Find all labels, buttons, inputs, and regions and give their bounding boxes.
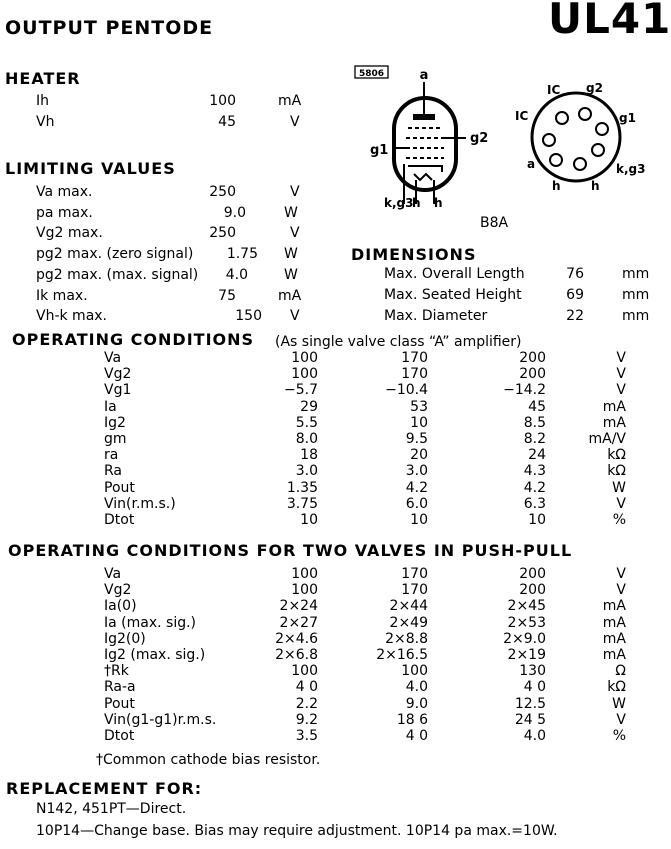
value-cell: 200 [519,366,546,383]
base-pin-label: g2 [586,81,603,95]
replacement-heading: REPLACEMENT FOR: [6,779,203,798]
param-label: Ig2 (max. sig.) [104,647,206,664]
value-cell: 2×19 [507,647,546,664]
unit-cell: mA [602,614,626,631]
dimensions-heading: DIMENSIONS [351,245,477,264]
limiting-label: Vh-k max. [36,308,108,324]
param-label: Ra-a [104,679,136,696]
unit-cell: V [616,495,626,512]
value-cell: 8.5 [523,414,546,431]
value-cell: 53 [410,398,428,415]
value-cell: 100 [291,350,318,367]
value-cell: 200 [519,566,546,583]
limiting-label: Ik max. [36,288,88,304]
limiting-value: 9.0 [223,205,246,221]
param-label: Dtot [104,727,135,744]
param-label: Vg2 [104,366,132,383]
heater-value: 45 [218,114,236,130]
dimension-unit: mm [622,266,650,282]
value-cell: −14.2 [503,382,546,399]
op1-table [104,350,626,528]
value-cell: 6.0 [405,495,428,512]
limiting-value: 150 [235,308,262,324]
base-pin-label: a [527,157,536,171]
table-row [104,496,626,512]
value-cell: 2×6.8 [275,647,318,664]
unit-cell: Ω [615,663,626,680]
dimension-unit: mm [622,308,650,324]
value-cell: 10 [300,511,318,528]
dimension-value: 69 [566,287,584,303]
limiting-unit: V [290,225,300,241]
table-row [104,415,626,431]
value-cell: 200 [519,582,546,599]
value-cell: 100 [291,582,318,599]
param-label: Vg1 [104,382,132,399]
value-cell: 100 [291,663,318,680]
value-cell: 24 5 [514,711,546,728]
value-cell: 170 [401,582,428,599]
value-cell: 2×27 [279,614,318,631]
param-label: Dtot [104,511,135,528]
heater-unit: mA [278,93,302,109]
base-label: B8A [480,215,509,231]
param-label: Ia (max. sig.) [104,614,197,631]
param-label: gm [104,431,127,448]
kg3-label: k,g3 [384,196,414,210]
param-label: †Rk [104,663,129,680]
op1-subheading: (As single valve class “A” amplifier) [275,334,522,350]
value-cell: 24 [528,447,546,464]
model-number: UL41 [548,0,671,43]
unit-cell: V [616,582,626,599]
value-cell: 4.0 [523,727,546,744]
dimension-unit: mm [622,287,650,303]
value-cell: 2×24 [279,598,318,615]
unit-cell: kΩ [607,463,626,480]
value-cell: 2×8.8 [385,630,428,647]
value-cell: 2×9.0 [503,630,546,647]
limiting-value: 1.75 [226,246,258,262]
heater-label: Vh [36,114,55,130]
table-row [104,399,626,415]
table-row [104,431,626,447]
value-cell: 2×49 [389,614,428,631]
value-cell: 3.5 [295,727,318,744]
unit-cell: mA [602,398,626,415]
param-label: Ig2(0) [104,630,146,647]
value-cell: 9.2 [295,711,318,728]
value-cell: 4 0 [523,679,546,696]
param-label: Ra [104,463,122,480]
limiting-unit: V [290,308,300,324]
heater-pin-label: h [434,196,443,210]
value-cell: 6.3 [523,495,546,512]
anode-label: a [419,68,429,83]
table-row [104,447,626,463]
table-row [104,728,626,744]
table-row [104,382,626,398]
unit-cell: kΩ [607,447,626,464]
unit-cell: mA [602,414,626,431]
page-title: OUTPUT PENTODE [5,17,214,39]
dimension-label: Max. Seated Height [384,287,522,303]
base-pin-label: g1 [619,111,636,125]
table-row [104,463,626,479]
value-cell: 4 0 [405,727,428,744]
value-cell: 4.3 [523,463,546,480]
dimension-value: 22 [566,308,584,324]
dimension-label: Max. Overall Length [384,266,525,282]
unit-cell: kΩ [607,679,626,696]
value-cell: 100 [291,366,318,383]
value-cell: −10.4 [385,382,428,399]
value-cell: 3.0 [405,463,428,480]
limiting-unit: W [284,267,298,283]
unit-cell: V [616,566,626,583]
param-label: Pout [104,479,135,496]
limiting-label: pg2 max. (zero signal) [36,246,194,262]
replacement-line: N142, 451PT—Direct. [36,801,187,817]
param-label: Vin(g1-g1)r.m.s. [104,711,217,728]
tube-diagram [350,62,656,232]
value-cell: 10 [528,511,546,528]
param-label: Vg2 [104,582,132,599]
table-row [104,512,626,528]
value-cell: 3.75 [286,495,318,512]
value-cell: 3.0 [295,463,318,480]
limiting-heading: LIMITING VALUES [5,159,176,178]
value-cell: 10 [410,414,428,431]
value-cell: 2×16.5 [376,647,428,664]
unit-cell: % [612,511,626,528]
base-pin-label: h [591,179,600,193]
param-label: Vin(r.m.s.) [104,495,176,512]
value-cell: 10 [410,511,428,528]
param-label: Ig2 [104,414,126,431]
value-cell: 200 [519,350,546,367]
limiting-label: Va max. [36,184,93,200]
value-cell: 45 [528,398,546,415]
value-cell: 4.0 [405,679,428,696]
table-row [104,647,626,663]
base-pin-label: k,g3 [616,162,646,176]
value-cell: 130 [519,663,546,680]
limiting-value: 250 [209,184,236,200]
table-row [104,480,626,496]
limiting-unit: W [284,205,298,221]
value-cell: 170 [401,566,428,583]
limiting-unit: mA [278,288,302,304]
param-label: ra [104,447,119,464]
value-cell: 2×53 [507,614,546,631]
limiting-label: pa max. [36,205,93,221]
value-cell: 18 [300,447,318,464]
value-cell: 20 [410,447,428,464]
heater-heading: HEATER [5,69,81,88]
heater-value: 100 [209,93,236,109]
unit-cell: V [616,350,626,367]
unit-cell: mA [602,647,626,664]
heater-unit: V [290,114,300,130]
value-cell: 4.2 [523,479,546,496]
footnote: †Common cathode bias resistor. [96,752,321,768]
op2-heading: OPERATING CONDITIONS FOR TWO VALVES IN PUSH-PULL [8,541,573,560]
base-pin-label: IC [547,83,561,97]
value-cell: 5.5 [295,414,318,431]
table-row [104,712,626,728]
unit-cell: mA [602,598,626,615]
value-cell: 4.2 [405,479,428,496]
limiting-value: 250 [209,225,236,241]
unit-cell: V [616,366,626,383]
unit-cell: W [612,695,626,712]
value-cell: 12.5 [514,695,546,712]
table-row [104,566,626,582]
table-row [104,366,626,382]
unit-cell: mA [602,630,626,647]
value-cell: 1.35 [286,479,318,496]
value-cell: 9.5 [405,431,428,448]
unit-cell: % [612,727,626,744]
limiting-unit: W [284,246,298,262]
limiting-label: pg2 max. (max. signal) [36,267,199,283]
base-pin-label: h [552,179,561,193]
table-row [104,598,626,614]
value-cell: 2×44 [389,598,428,615]
unit-cell: V [616,382,626,399]
op1-heading: OPERATING CONDITIONS [12,330,255,349]
op2-table [104,566,626,744]
value-cell: 8.2 [523,431,546,448]
param-label: Va [104,350,122,367]
base-pin-label: IC [515,109,529,123]
param-label: Ia [104,398,117,415]
heater-label: Ih [36,93,50,109]
value-cell: 2×45 [507,598,546,615]
param-label: Va [104,566,122,583]
value-cell: 4 0 [295,679,318,696]
dimension-value: 76 [566,266,584,282]
limiting-value: 75 [218,288,236,304]
replacement-line: 10P14—Change base. Bias may require adjustment. 10P14 pa max.=10W. [36,823,558,839]
g1-label: g1 [370,143,389,158]
value-cell: 170 [401,350,428,367]
limiting-label: Vg2 max. [36,225,103,241]
dimension-label: Max. Diameter [384,308,488,324]
limiting-unit: V [290,184,300,200]
table-row [104,663,626,679]
value-cell: 29 [300,398,318,415]
value-cell: −5.7 [284,382,318,399]
value-cell: 100 [401,663,428,680]
g2-label: g2 [470,131,489,146]
table-row [104,631,626,647]
value-cell: 18 6 [396,711,428,728]
unit-cell: V [616,711,626,728]
table-row [104,615,626,631]
table-row [104,350,626,366]
value-cell: 2.2 [295,695,318,712]
table-row [104,679,626,695]
table-row [104,696,626,712]
param-label: Pout [104,695,135,712]
table-row [104,582,626,598]
unit-cell: mA/V [588,431,626,448]
param-label: Ia(0) [104,598,137,615]
value-cell: 100 [291,566,318,583]
value-cell: 2×4.6 [275,630,318,647]
value-cell: 8.0 [295,431,318,448]
limiting-value: 4.0 [225,267,248,283]
value-cell: 170 [401,366,428,383]
heater-pin-label: h [412,196,421,210]
unit-cell: W [612,479,626,496]
value-cell: 9.0 [405,695,428,712]
code-label: 5806 [358,69,385,79]
